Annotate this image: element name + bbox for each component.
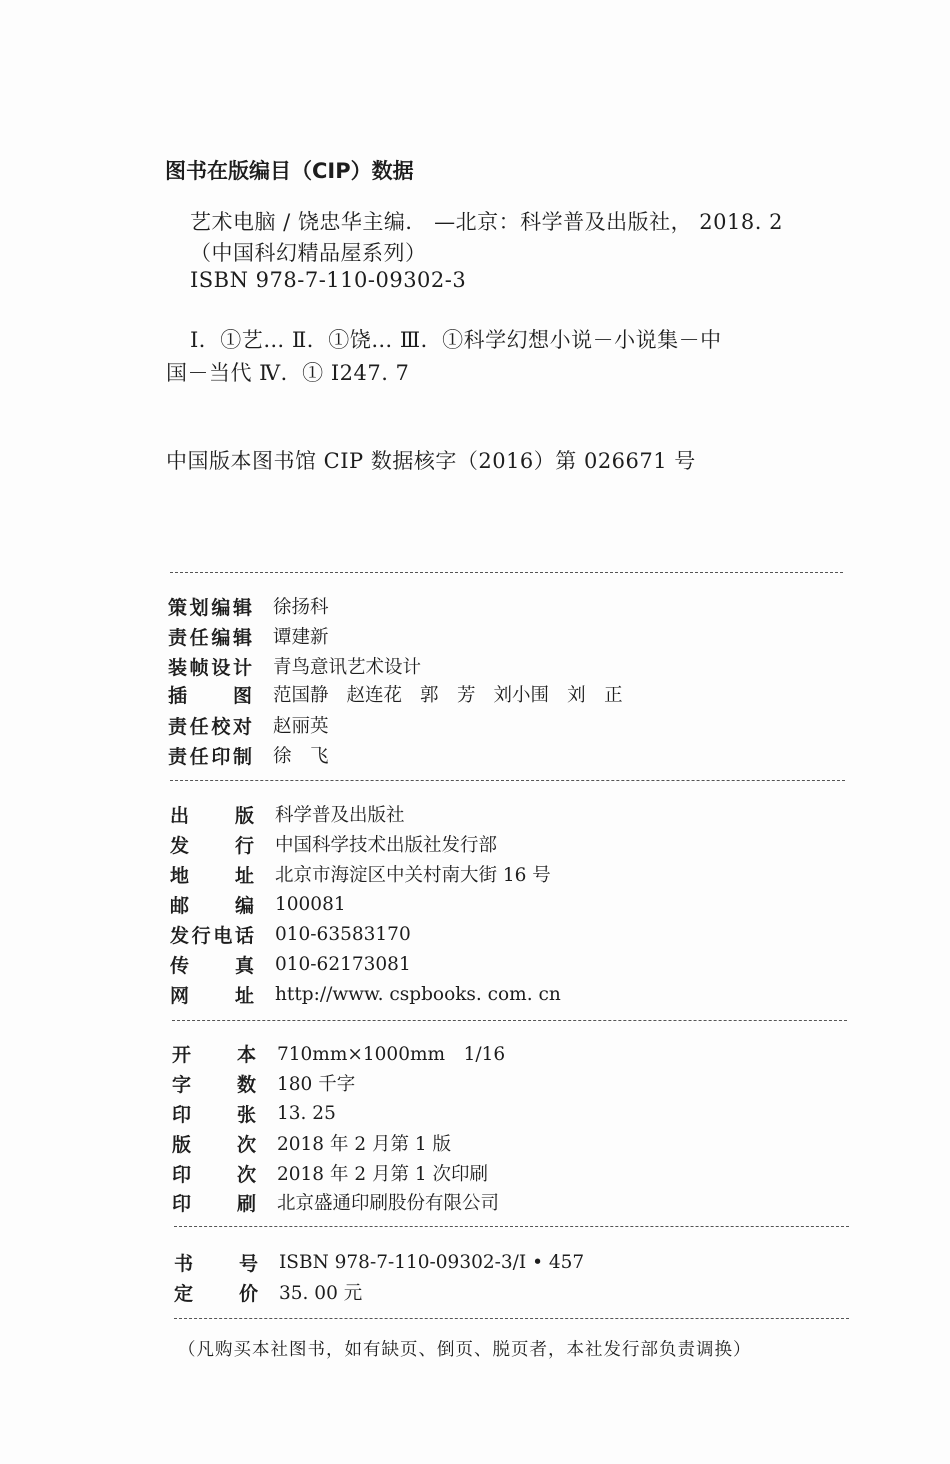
publisher-row-postcode — [170, 889, 346, 919]
row-label: 定 价 — [174, 1282, 258, 1305]
cip-isbn-line: ISBN 978-7-110-09302-3 — [190, 268, 467, 292]
row-label: 责 任 校 对 — [168, 715, 252, 738]
specs-row-word-count — [172, 1068, 355, 1098]
row-value: 青鸟意讯艺术设计 — [273, 657, 422, 678]
publisher-row-publisher — [170, 799, 405, 829]
cip-series-line: （中国科幻精品屋系列） — [190, 241, 427, 265]
staff-row-responsible-editor — [168, 621, 329, 651]
row-value: 710mm×1000mm 1/16 — [277, 1044, 506, 1065]
staff-row-printing-supervisor — [168, 740, 329, 770]
staff-row-book-design — [168, 651, 421, 681]
return-policy-note: （凡购买本社图书，如有缺页、倒页、脱页者，本社发行部负责调换） — [178, 1340, 752, 1360]
row-value: 徐扬科 — [273, 597, 329, 618]
row-value: http://www. cspbooks. com. cn — [275, 983, 561, 1005]
row-label: 责 任 印 制 — [168, 745, 252, 768]
row-label: 地 址 — [170, 864, 254, 887]
divider — [174, 1226, 849, 1227]
staff-row-planning-editor — [168, 591, 329, 621]
book-row-isbn — [174, 1247, 584, 1277]
row-value: 13. 25 — [277, 1102, 336, 1124]
specs-row-sheets — [172, 1098, 336, 1128]
row-label: 字 数 — [172, 1073, 256, 1096]
publisher-row-distribution — [170, 829, 497, 859]
specs-row-printing — [172, 1158, 488, 1188]
row-value: 010-63583170 — [275, 923, 411, 945]
row-label: 版 次 — [172, 1133, 256, 1156]
divider — [174, 1318, 849, 1319]
row-label: 装 帧 设 计 — [168, 656, 252, 679]
divider — [170, 572, 843, 573]
cip-verification-number: 中国版本图书馆 CIP 数据核字（2016）第 026671 号 — [166, 449, 696, 473]
row-label: 传 真 — [170, 954, 254, 977]
row-value: 科学普及出版社 — [275, 805, 405, 826]
publisher-row-phone — [170, 919, 411, 949]
publisher-row-website — [170, 979, 561, 1009]
divider — [170, 780, 845, 781]
specs-row-format — [172, 1038, 505, 1068]
row-label: 策 划 编 辑 — [168, 596, 252, 619]
row-label: 印 张 — [172, 1103, 256, 1126]
row-value: 赵丽英 — [273, 716, 329, 737]
row-label: 发 行 — [170, 834, 254, 857]
cip-classification-line: Ⅰ．①艺… Ⅱ．①饶… Ⅲ．①科学幻想小说－小说集－中 — [190, 328, 722, 352]
row-value: 100081 — [275, 893, 346, 915]
row-value: 180 千字 — [277, 1074, 356, 1095]
row-value: 徐 飞 — [273, 746, 329, 767]
row-value: 中国科学技术出版社发行部 — [275, 835, 498, 856]
row-label: 印 刷 — [172, 1192, 256, 1215]
row-value: ISBN 978-7-110-09302-3/I • 457 — [279, 1251, 585, 1273]
row-label: 插 图 — [168, 684, 252, 707]
row-label: 印 次 — [172, 1163, 256, 1186]
cip-heading: 图书在版编目（CIP）数据 — [165, 159, 414, 183]
staff-row-proofreading — [168, 710, 329, 740]
row-label: 责 任 编 辑 — [168, 626, 252, 649]
staff-row-illustration — [168, 679, 623, 709]
row-value: 2018 年 2 月第 1 版 — [277, 1134, 452, 1155]
divider — [172, 1020, 847, 1021]
row-label: 开 本 — [172, 1043, 256, 1066]
cip-title-line: 艺术电脑 / 饶忠华主编． —北京：科学普及出版社， 2018. 2 — [190, 210, 783, 234]
row-label: 书 号 — [174, 1252, 258, 1275]
row-label: 网 址 — [170, 984, 254, 1007]
row-label: 发 行 电 话 — [170, 924, 254, 947]
specs-row-printer — [172, 1187, 499, 1217]
specs-row-edition — [172, 1128, 451, 1158]
row-value: 北京盛通印刷股份有限公司 — [277, 1193, 500, 1214]
cip-classification-line-cont: 国－当代 Ⅳ．① I247. 7 — [166, 361, 410, 385]
row-value: 35. 00 元 — [279, 1283, 363, 1304]
row-label: 出 版 — [170, 804, 254, 827]
row-value: 范国静 赵连花 郭 芳 刘小围 刘 正 — [273, 685, 623, 706]
publisher-row-fax — [170, 949, 411, 979]
row-value: 北京市海淀区中关村南大街 16 号 — [275, 865, 551, 886]
row-value: 谭建新 — [273, 627, 329, 648]
row-value: 010-62173081 — [275, 953, 411, 975]
row-value: 2018 年 2 月第 1 次印刷 — [277, 1164, 489, 1185]
publisher-row-address — [170, 859, 551, 889]
book-row-price — [174, 1277, 362, 1307]
row-label: 邮 编 — [170, 894, 254, 917]
